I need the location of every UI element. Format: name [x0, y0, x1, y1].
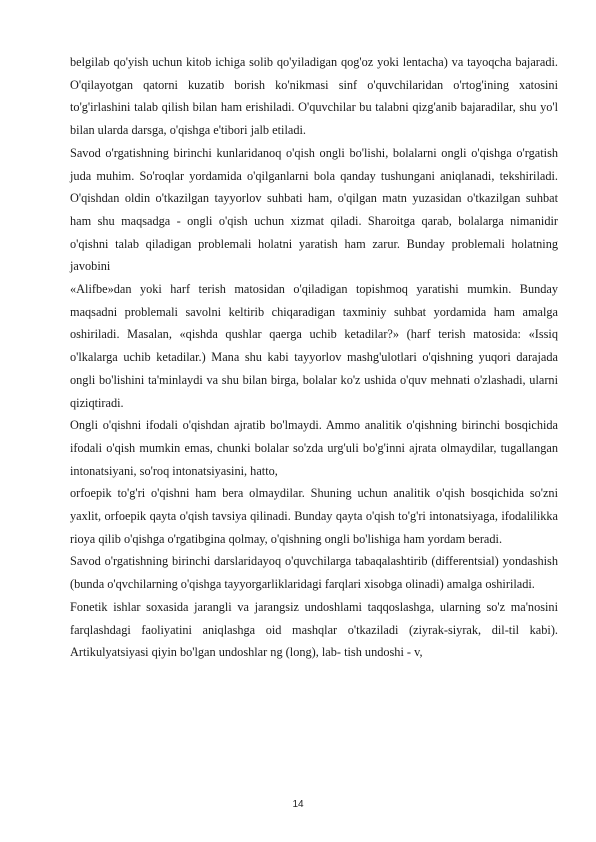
- paragraph-continuation: belgilab qo'yish uchun kitob ichiga solib qo'yiladigan qog'oz yoki lentacha) va tayoqcha bajaradi. O'qilayotgan qatorni kuzatib borish ko'nikmasi sinf o'quvchilaridan o'rtog'ining xatosini to'g'irlashini talab qilish bilan ham erishiladi. O'quvchilar bu talabni qizg'anib bajaradilar, shu yo'l bilan ularda darsga, o'qishga e'tibori jalb etiladi.: [70, 55, 558, 138]
- page-body: [70, 51, 558, 664]
- paragraph-expressive-reading: Ongli o'qishni ifodali o'qishdan ajratib bo'lmaydi. Ammo analitik o'qishning birinchi bosqichida ifodali o'qish mumkin emas, chunki bolalar so'zda urg'uli bo'g'inni ajrata olmaydilar, tugallangan intonatsiyani, so'roq intonatsiyasini, hatto,: [70, 418, 558, 478]
- paragraph-orthoepic: orfoepik to'g'ri o'qishni ham bera olmaydilar. Shuning uchun analitik o'qish bosqichida so'zni yaxlit, orfoepik qayta o'qish tavsiya qilinadi. Bunday qayta o'qish to'g'ri intonatsiyaga, ifodalilikka rioya qilib o'qishga o'rgatibgina qolmay, o'qishning ongli bo'lishiga ham yordam beradi.: [70, 486, 558, 546]
- paragraph-conscious-reading: Savod o'rgatishning birinchi kunlaridanoq o'qish ongli bo'lishi, bolalarni ongli o'qishga o'rgatish juda muhim. So'roqlar yordamida o'qilganlarni bola qanday tushungani aniqlanadi, tekshiriladi. O'qishdan oldin o'tkazilgan tayyorlov suhbati ham, o'qilgan matn yuzasidan o'tkazilgan suhbat ham shu maqsadga - ongli o'qish uchun xizmat qiladi. Sharoitga qarab, bolalarga nimanidir o'qishni talab qiladigan problemali holatni yaratish ham zarur. Bunday problemali holatning javobini: [70, 145, 558, 274]
- paragraph-alifbe: «Alifbe»dan yoki harf terish matosidan o'qiladigan topishmoq yaratishi mumkin. Bunday maqsadni problemali savolni keltirib chiqaradigan taxminiy suhbat yordamida ham amalga oshiriladi. Masalan, «qishda qushlar qaerga uchib ketadilar?» (harf terish matosida: «Issiq o'lkalarga uchib ketadilar.) Mana shu kabi tayyorlov mashg'ulotlari o'qishning yuqori darajada ongli bo'lishini ta'minlaydi va shu bilan birga, bolalar ko'z ushida o'quv mehnati o'zlashadi, ularni qiziqtiradi.: [70, 282, 558, 410]
- paragraph-phonetic: Fonetik ishlar soxasida jarangli va jarangsiz undoshlami taqqoslashga, ularning so'z ma'nosini farqlashdagi faoliyatini aniqlashga oid mashqlar o'tkaziladi (ziyrak-siyrak, dil-til kabi). Artikulyatsiyasi qiyin bo'lgan undoshlar ng (long), lab- tish undoshi - v,: [70, 599, 558, 660]
- paragraph-differentiated: Savod o'rgatishning birinchi darslaridayoq o'quvchilarga tabaqalashtirib (differentsial) yondashish (bunda o'qvchilarning o'qishga tayyorgarliklaridagi farqlari xisobga olinadi) amalga oshiriladi.: [70, 554, 558, 592]
- page-number: 14: [292, 799, 304, 810]
